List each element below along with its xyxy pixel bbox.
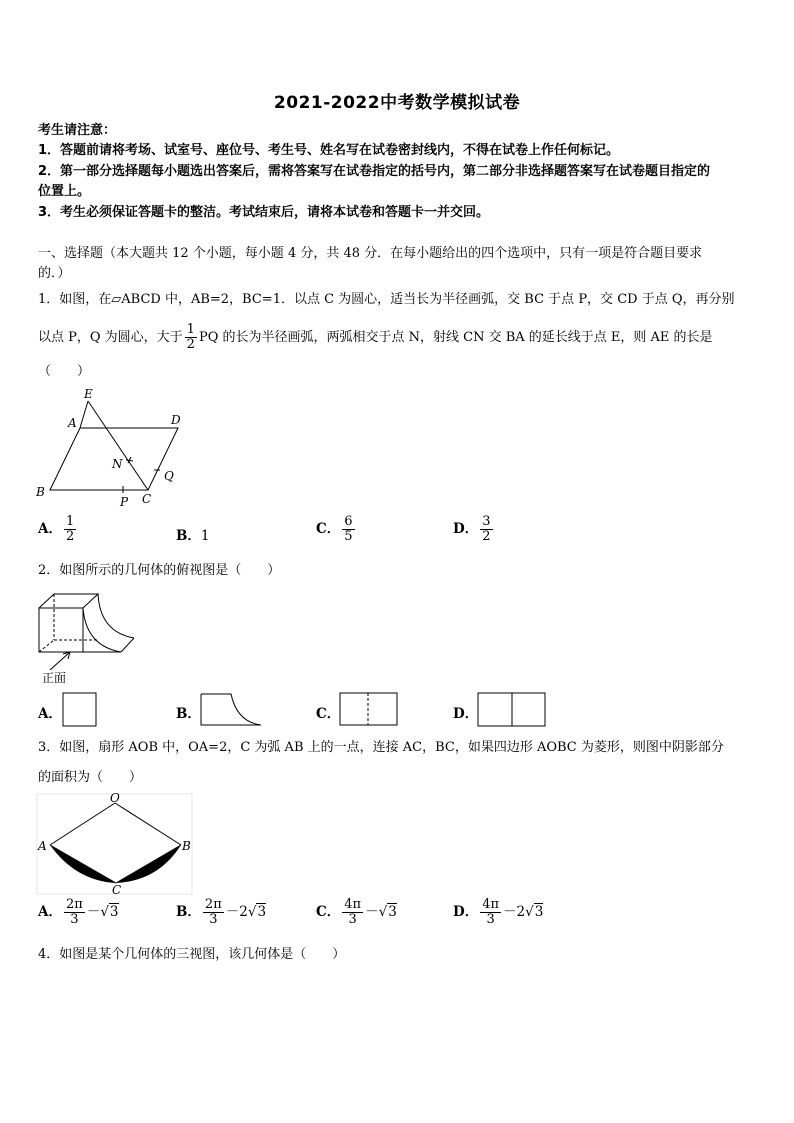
q2-option-b-shape [199,692,263,728]
q2-text: 2．如图所示的几何体的俯视图是（ ） [38,563,281,578]
q2-option-d-shape [477,692,547,728]
label-c: C [112,883,122,897]
q2-option-a[interactable]: A． [38,706,62,722]
q1-text-cont [38,321,713,355]
q2-option-c-shape [339,692,399,728]
q1-text: 1．如图，在▱ABCD 中，AB=2，BC=1．以点 C 为圆心，适当长为半径画弧，交 BC 于点 P，交 CD 于点 Q，再分别 [38,292,735,307]
section-heading: 一、选择题（本大题共 12 个小题，每小题 4 分，共 48 分．在每小题给出的四个选项中，只有一项是符合题目要求 [38,246,703,261]
label-b: B [36,485,45,499]
q3-text: 3．如图，扇形 AOB 中，OA=2，C 为弧 AB 上的一点，连接 AC，BC，如果四边形 AOBC 为菱形，则图中阴影部分 [38,740,724,755]
label-b: B [182,839,191,853]
q1-option-b[interactable]: B．1 [176,528,210,544]
label-q: Q [164,469,174,483]
q1-figure [34,386,194,510]
section-heading-cont: 的．） [38,266,71,281]
q1-option-d[interactable]: D． $\frac{3}{2}$ [453,514,491,544]
q3-option-c[interactable]: C． $\frac{4\pi}{3}$ －√3 [316,897,397,927]
notice-item-3: 3．考生必须保证答题卡的整洁。考试结束后，请将本试卷和答题卡一并交回。 [38,205,490,220]
label-c: C [142,492,152,506]
q3-figure [36,793,194,897]
q1-paren: （ ） [38,364,91,379]
q3-option-b[interactable]: B． $\frac{2\pi}{3}$ －2√3 [176,897,267,927]
q2-figure [36,588,140,684]
q2-front-label: 正面 [42,671,67,684]
q2-option-b[interactable]: B． [176,706,201,722]
q1-text-post: PQ 的长为半径画弧，两弧相交于点 N，射线 CN 交 BA 的延长线于点 E，则 AE 的长是 [198,330,713,345]
q1-option-c[interactable]: C． $\frac{6}{5}$ [316,514,353,544]
q4-text: 4．如图是某个几何体的三视图，该几何体是（ ） [38,947,346,962]
label-a: A [68,416,77,430]
notice-heading: 考生请注意： [38,123,117,138]
q3-option-a[interactable]: A． $\frac{2\pi}{3}$ －√3 [38,897,119,927]
label-e: E [84,387,93,401]
page-title: 2021-2022中考数学模拟试卷 [273,93,521,113]
q2-option-d[interactable]: D． [453,706,479,722]
q1-text-pre: 以点 P，Q 为圆心，大于 [38,330,183,345]
label-o: O [110,793,120,805]
line-ae [80,401,88,428]
label-n: N [112,457,123,471]
q1-option-a[interactable]: A． $\frac{1}{2}$ [38,514,75,544]
q2-option-a-shape [62,692,98,728]
q3-text-cont: 的面积为（ ） [38,770,143,785]
notice-item-2-cont: 位置上。 [38,184,91,199]
q3-option-d[interactable]: D． $\frac{4\pi}{3}$ －2√3 [453,897,544,927]
q2-option-c[interactable]: C． [316,706,341,722]
ray-ce [88,401,148,490]
notice-item-1: 1．答题前请将考场、试室号、座位号、考生号、姓名写在试卷密封线内，不得在试卷上作任何标记。 [38,143,620,158]
label-p: P [120,495,129,509]
label-a: A [38,839,47,853]
label-d: D [171,413,181,427]
q1-fraction: $\frac{1}{2}$ [186,322,195,352]
notice-item-2: 2．第一部分选择题每小题选出答案后，需将答案写在试卷指定的括号内，第二部分非选择题答案写在试卷题目指定的 [38,164,711,179]
